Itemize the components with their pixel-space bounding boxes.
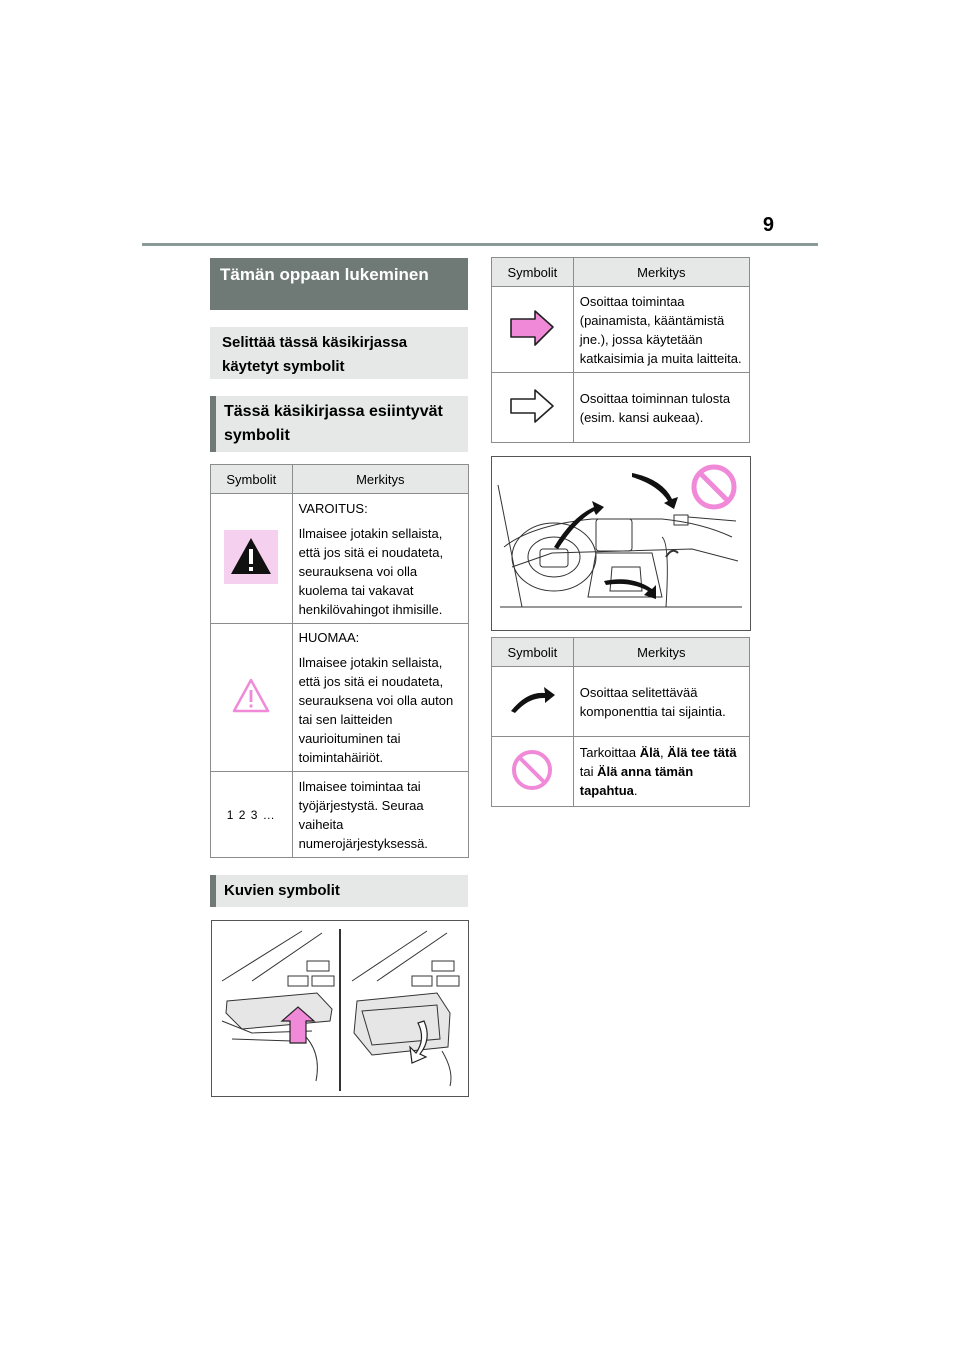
outline-arrow-icon xyxy=(507,385,557,427)
table-row xyxy=(492,373,750,443)
column-header-meaning: Merkitys xyxy=(573,638,749,667)
warning-filled-icon xyxy=(224,530,278,584)
table-row xyxy=(492,287,750,373)
pointer-text: Osoittaa selitettävää komponenttia tai sijaintia. xyxy=(573,667,749,737)
column-header-meaning: Merkitys xyxy=(573,258,749,287)
prohibition-text: Tarkoittaa Älä, Älä tee tätä tai Älä anna tämän tapahtua. xyxy=(573,737,749,807)
table-row xyxy=(492,667,750,737)
manual-symbols-table xyxy=(210,464,469,858)
dashboard-drawing xyxy=(492,457,750,630)
compartment-drawing xyxy=(212,921,468,1096)
caution-title: HUOMAA: xyxy=(298,630,360,645)
section-summary: Selittää tässä käsikirjassa käytetyt symbolit xyxy=(210,327,468,379)
action-symbols-table xyxy=(491,257,750,443)
subheading-illustration-symbols: Kuvien symbolit xyxy=(210,875,468,907)
console-compartment-illustration xyxy=(211,920,469,1097)
column-header-meaning: Merkitys xyxy=(292,465,468,494)
table-row xyxy=(492,737,750,807)
pointer-arrow-icon xyxy=(507,685,557,715)
subheading-manual-symbols: Tässä käsikirjassa esiintyvät symbolit xyxy=(210,396,468,452)
pink-arrow-text: Osoittaa toimintaa (painamista, kääntämistä jne.), jossa käytetään katkaisimia ja muita laitteita. xyxy=(573,287,749,373)
caution-outline-icon xyxy=(231,677,271,715)
top-rule xyxy=(142,243,818,246)
warning-text: Ilmaisee jotakin sellaista, että jos sitä ei noudateta, seurauksena voi olla kuolema tai vakavat henkilövahingot ihmisille. xyxy=(298,525,444,617)
table-row xyxy=(211,624,469,772)
caution-text: Ilmaisee jotakin sellaista, että jos sitä ei noudateta, seurauksena voi olla auton tai sen laitteiden vaurioituminen tai toimintahäiriöt. xyxy=(298,655,454,765)
pink-arrow-icon xyxy=(507,307,557,349)
warning-title: VAROITUS: xyxy=(298,500,368,516)
table-row xyxy=(211,772,469,858)
step-numbers-icon: 1 2 3 … xyxy=(226,808,276,822)
dashboard-illustration xyxy=(491,456,751,631)
column-header-symbol: Symbolit xyxy=(492,258,574,287)
location-symbols-table xyxy=(491,637,750,807)
column-header-symbol: Symbolit xyxy=(492,638,574,667)
outline-arrow-text: Osoittaa toiminnan tulosta (esim. kansi aukeaa). xyxy=(573,373,749,443)
table-row xyxy=(211,494,469,624)
section-title: Tämän oppaan lukeminen xyxy=(210,258,468,310)
steps-text: Ilmaisee toimintaa tai työjärjestystä. Seuraa vaiheita numerojärjestyksessä. xyxy=(298,778,428,851)
column-header-symbol: Symbolit xyxy=(211,465,293,494)
page-number: 9 xyxy=(762,214,774,236)
prohibition-icon xyxy=(510,748,554,792)
